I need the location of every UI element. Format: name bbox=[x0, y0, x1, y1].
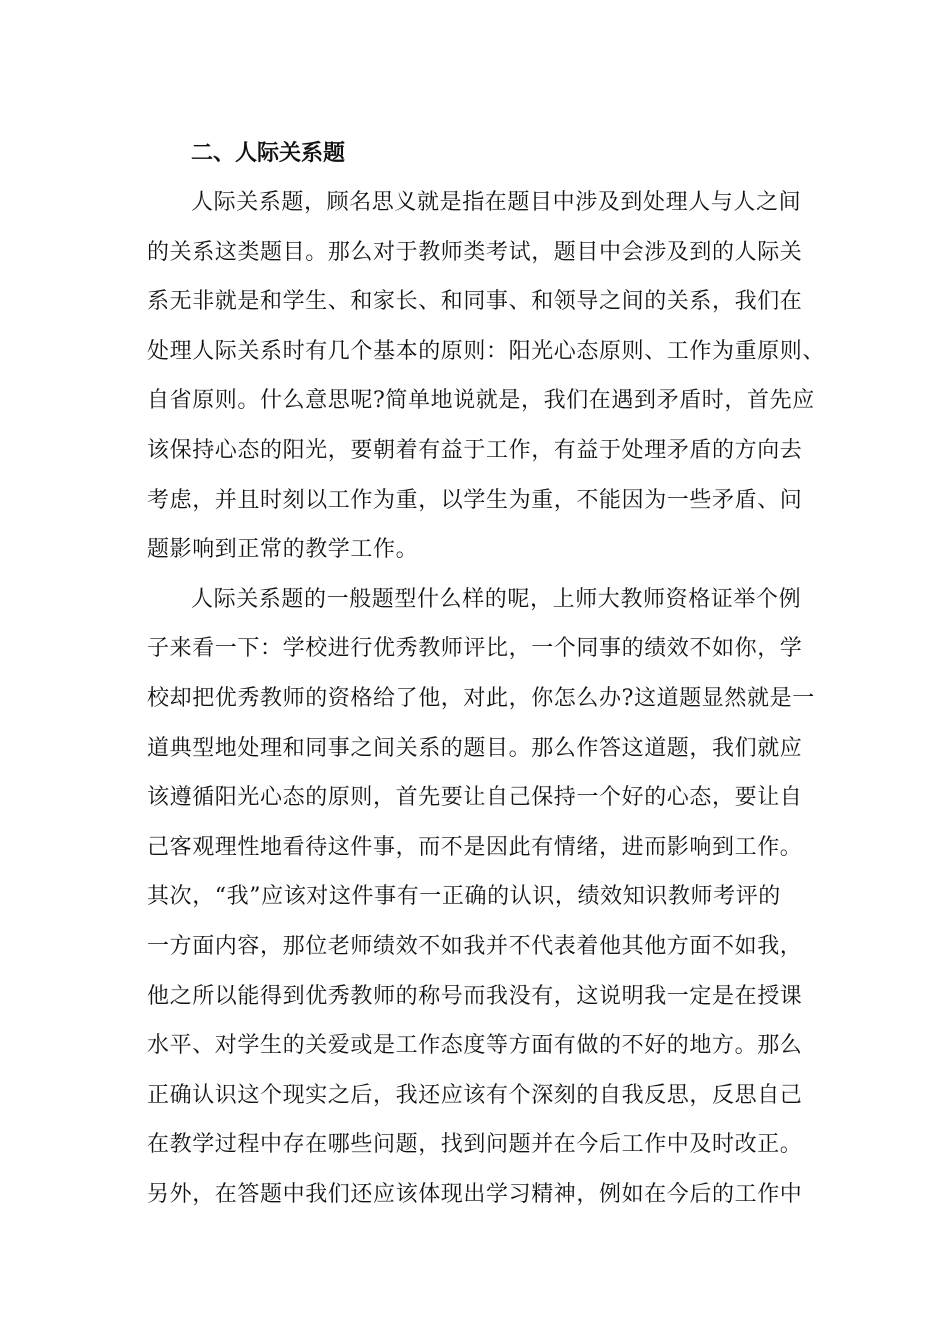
paragraph-line: 人际关系题的一般题型什么样的呢，上师大教师资格证举个例 bbox=[191, 586, 802, 612]
paragraph-line: 在教学过程中存在哪些问题，找到问题并在今后工作中及时改正。 bbox=[147, 1132, 803, 1158]
paragraph-line: 己客观理性地看待这件事，而不是因此有情绪，进而影响到工作。 bbox=[147, 834, 803, 860]
paragraph-line: 水平、对学生的关爱或是工作态度等方面有做的不好的地方。那么 bbox=[147, 1033, 803, 1059]
paragraph-2 bbox=[147, 575, 815, 1220]
paragraph-line: 道典型地处理和同事之间关系的题目。那么作答这道题，我们就应 bbox=[147, 735, 803, 761]
document-body bbox=[147, 128, 826, 1219]
paragraph-line: 该保持心态的阳光，要朝着有益于工作，有益于处理矛盾的方向去 bbox=[147, 437, 803, 463]
paragraph-line: 题影响到正常的教学工作。 bbox=[147, 537, 419, 563]
paragraph-line: 一方面内容，那位老师绩效不如我并不代表着他其他方面不如我， bbox=[147, 933, 803, 959]
paragraph-line: 系无非就是和学生、和家长、和同事、和领导之间的关系，我们在 bbox=[147, 289, 803, 315]
paragraph-line: 其次，“我”应该对这件事有一正确的认识，绩效知识教师考评的 bbox=[147, 884, 781, 910]
paragraph-line: 人际关系题，顾名思义就是指在题目中涉及到处理人与人之间 bbox=[191, 190, 802, 215]
paragraph-line: 他之所以能得到优秀教师的称号而我没有，这说明我一定是在授课 bbox=[147, 983, 803, 1009]
section-heading: 二、人际关系题 bbox=[191, 140, 346, 166]
paragraph-line: 自省原则。什么意思呢?简单地说就是，我们在遇到矛盾时，首先应 bbox=[147, 388, 815, 414]
paragraph-line: 正确认识这个现实之后，我还应该有个深刻的自我反思，反思自己 bbox=[147, 1082, 803, 1108]
paragraph-line: 处理人际关系时有几个基本的原则：阳光心态原则、工作为重原则、 bbox=[147, 338, 826, 364]
paragraph-line: 校却把优秀教师的资格给了他，对此，你怎么办?这道题显然就是一 bbox=[147, 685, 815, 711]
paragraph-line: 子来看一下：学校进行优秀教师评比，一个同事的绩效不如你，学 bbox=[147, 636, 803, 662]
paragraph-1 bbox=[147, 178, 826, 575]
paragraph-line: 的关系这类题目。那么对于教师类考试，题目中会涉及到的人际关 bbox=[147, 239, 803, 265]
paragraph-line: 考虑，并且时刻以工作为重，以学生为重，不能因为一些矛盾、问 bbox=[147, 487, 803, 513]
paragraph-line: 该遵循阳光心态的原则，首先要让自己保持一个好的心态，要让自 bbox=[147, 785, 803, 811]
paragraph-line: 另外，在答题中我们还应该体现出学习精神，例如在今后的工作中 bbox=[147, 1181, 803, 1207]
